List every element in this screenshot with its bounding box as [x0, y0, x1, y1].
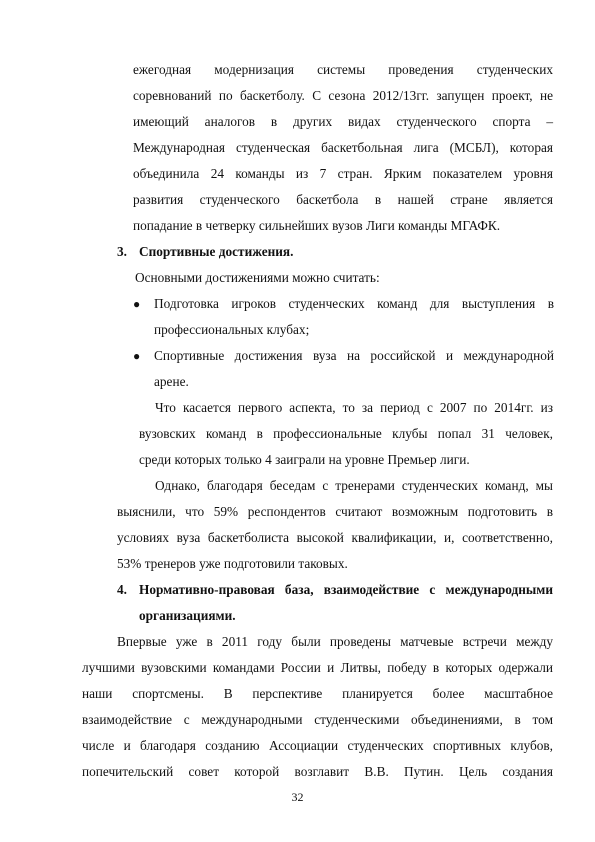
section4-para-line-2: лучшими вузовскими командами России и Литвы, победу в которых одержали: [82, 660, 553, 675]
section3-para-a-line-1: Что касается первого аспекта, то за период с 2007 по 2014гг. из: [155, 400, 553, 415]
bullet-icon: ●: [133, 297, 141, 311]
bullet-1-line-1: Подготовка игроков студенческих команд для выступления в: [154, 296, 554, 311]
page-number: 32: [291, 790, 304, 804]
section4-para-line-4: взаимодействие с международными студенческими объединениями, в том: [82, 712, 553, 727]
section3-para-b-line-1: Однако, благодаря беседам с тренерами студенческих команд, мы: [155, 478, 553, 493]
section4-para-line-6: попечительский совет которой возглавит В.В. Путин. Цель создания: [82, 764, 553, 779]
paragraph1-line-6: развития студенческого баскетбола в нашей стране является: [133, 192, 553, 207]
bullet-2-line-2: арене.: [154, 374, 189, 389]
bullet-1-line-2: профессиональных клубах;: [154, 322, 310, 337]
bullet-icon: ●: [133, 349, 141, 363]
section3-para-b-line-2: выяснили, что 59% респондентов считают возможным подготовить в: [117, 504, 553, 519]
paragraph1-line-5: объединила 24 команды из 7 стран. Ярким показателем уровня: [133, 166, 553, 181]
section3-title: Спортивные достижения.: [139, 244, 294, 259]
paragraph1-line-4: Международная студенческая баскетбольная лига (МСБЛ), которая: [133, 140, 553, 155]
section3-number: 3.: [117, 244, 127, 259]
paragraph1-line-1: ежегодная модернизация системы проведения студенческих: [133, 62, 553, 77]
section3-intro: Основными достижениями можно считать:: [135, 270, 380, 285]
section3-para-a-line-2: вузовских команд в профессиональные клубы попал 31 человек,: [139, 426, 553, 441]
section3-para-b-line-3: условиях вуза баскетболиста высокой квалификации, и, соответственно,: [117, 530, 553, 545]
section4-para-line-1-text: Впервые уже в 2011 году были проведены матчевые встречи между: [117, 634, 553, 649]
section3-para-a-line-3: среди которых только 4 заиграли на уровне Премьер лиги.: [139, 452, 470, 467]
bullet-2-line-1: Спортивные достижения вуза на российской и международной: [154, 348, 554, 363]
section3-para-b-line-4: 53% тренеров уже подготовили таковых.: [117, 556, 348, 571]
section4-title-line-2: организациями.: [139, 608, 236, 623]
section4-para-line-3: наши спортсмены. В перспективе планируется более масштабное: [82, 686, 553, 701]
section4-number: 4.: [117, 582, 127, 597]
section4-para-line-5: числе и благодаря созданию Ассоциации студенческих спортивных клубов,: [82, 738, 553, 753]
section4-para-line-1: [117, 634, 553, 650]
paragraph1-line-7: попадание в четверку сильнейших вузов Лиги команды МГАФК.: [133, 218, 501, 233]
section4-title-line-1: Нормативно-правовая база, взаимодействие с международными: [139, 582, 553, 597]
paragraph1-line-3: имеющий аналогов в других видах студенческого спорта –: [133, 114, 553, 129]
paragraph1-line-2: соревнований по баскетболу. С сезона 2012/13гг. запущен проект, не: [133, 88, 553, 103]
